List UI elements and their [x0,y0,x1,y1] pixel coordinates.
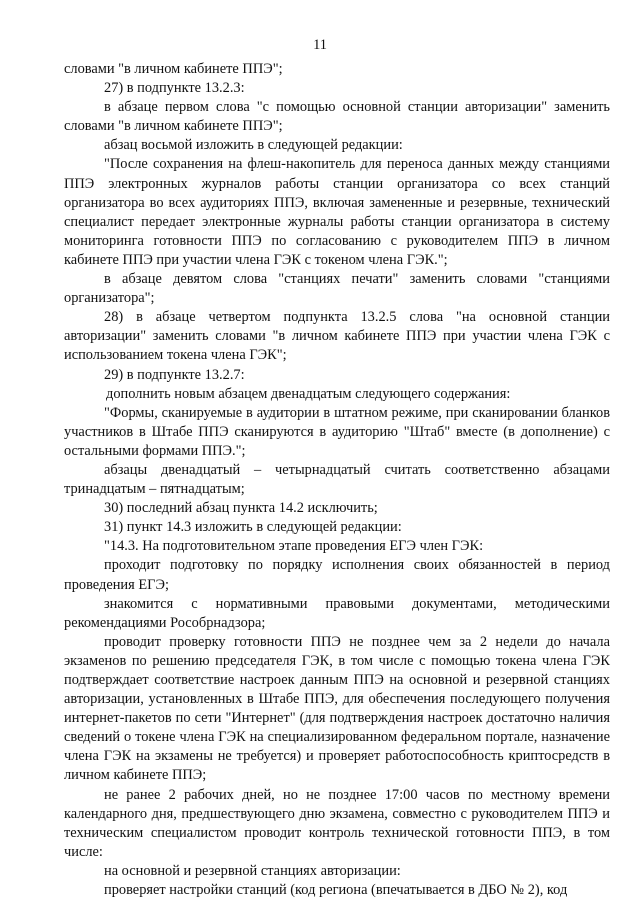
paragraph: "14.3. На подготовительном этапе проведения ЕГЭ член ГЭК: [104,538,484,555]
paragraph: 31) пункт 14.3 изложить в следующей редакции: [104,519,402,536]
paragraph: 27) в подпункте 13.2.3: [104,80,245,97]
page-number: 11 [313,37,327,53]
paragraph: знакомится с нормативными правовыми документами, методическими рекомендациями Рособрнадзора; [64,595,610,631]
paragraph: 30) последний абзац пункта 14.2 исключить; [104,500,378,517]
paragraph: проходит подготовку по порядку исполнения своих обязанностей в период проведения ЕГЭ; [64,557,610,593]
paragraph: 29) в подпункте 13.2.7: [104,366,245,383]
document-body [64,60,610,900]
paragraph: словами "в личном кабинете ППЭ"; [64,61,283,77]
paragraph: абзац восьмой изложить в следующей редакции: [104,137,403,154]
paragraph: 28) в абзаце четвертом подпункта 13.2.5 слова "на основной станции авторизации" заменить словами "в личном кабинете ППЭ при участии члена ГЭК с использованием токена члена ГЭК"; [64,309,610,364]
paragraph: абзацы двенадцатый – четырнадцатый считать соответственно абзацами тринадцатым – пятнадцатым; [64,461,610,498]
paragraph: проверяет настройки станций (код региона (впечатывается в ДБО № 2), код [104,882,568,899]
paragraph: в абзаце девятом слова "станциях печати" заменить словами "станциями организатора"; [64,271,610,307]
paragraph: проводит проверку готовности ППЭ не позднее чем за 2 недели до начала экзаменов по решению председателя ГЭК, в том числе с помощью токена члена ГЭК подтверждает соответствие настроек данным ППЭ на основной и резервной станциях авторизации, установленных в Штабе ППЭ, для обеспечения последующего получения интернет-пакетов по сети "Интернет" (для подтверждения настроек достаточно наличия сведений о токене члена ГЭК на специализированном федеральном портале, назначение члена ГЭК на экзамены не требуется) и проверяет работоспособность криптосредств в личном кабинете ППЭ; [64,633,610,784]
paragraph: "Формы, сканируемые в аудитории в штатном режиме, при сканировании бланков участников в Штабе ППЭ сканируются в аудиторию "Штаб" вместе (в дополнение) с остальными формами ППЭ."; [64,404,610,459]
paragraph: на основной и резервной станциях авторизации: [104,862,401,879]
paragraph: в абзаце первом слова "с помощью основной станции авторизации" заменить словами "в личном кабинете ППЭ"; [64,99,610,135]
paragraph: не ранее 2 рабочих дней, но не позднее 17:00 часов по местному времени календарного дня, предшествующего дню экзамена, совместно с руководителем ППЭ и техническим специалистом проводит контроль технической готовности ППЭ, в том числе: [64,786,610,860]
paragraph: дополнить новым абзацем двенадцатым следующего содержания: [106,385,511,402]
paragraph: "После сохранения на флеш-накопитель для переноса данных между станциями ППЭ электронных журналов работы станции организатора со всех станций организатора во всех аудиториях ППЭ, включая замененные и резервные, технический специалист передает электронные журналы работы станции организатора в систему мониторинга готовности ППЭ по согласованию с руководителем ППЭ в личном кабинете ППЭ при участии члена ГЭК с токеном члена ГЭК."; [64,156,610,268]
